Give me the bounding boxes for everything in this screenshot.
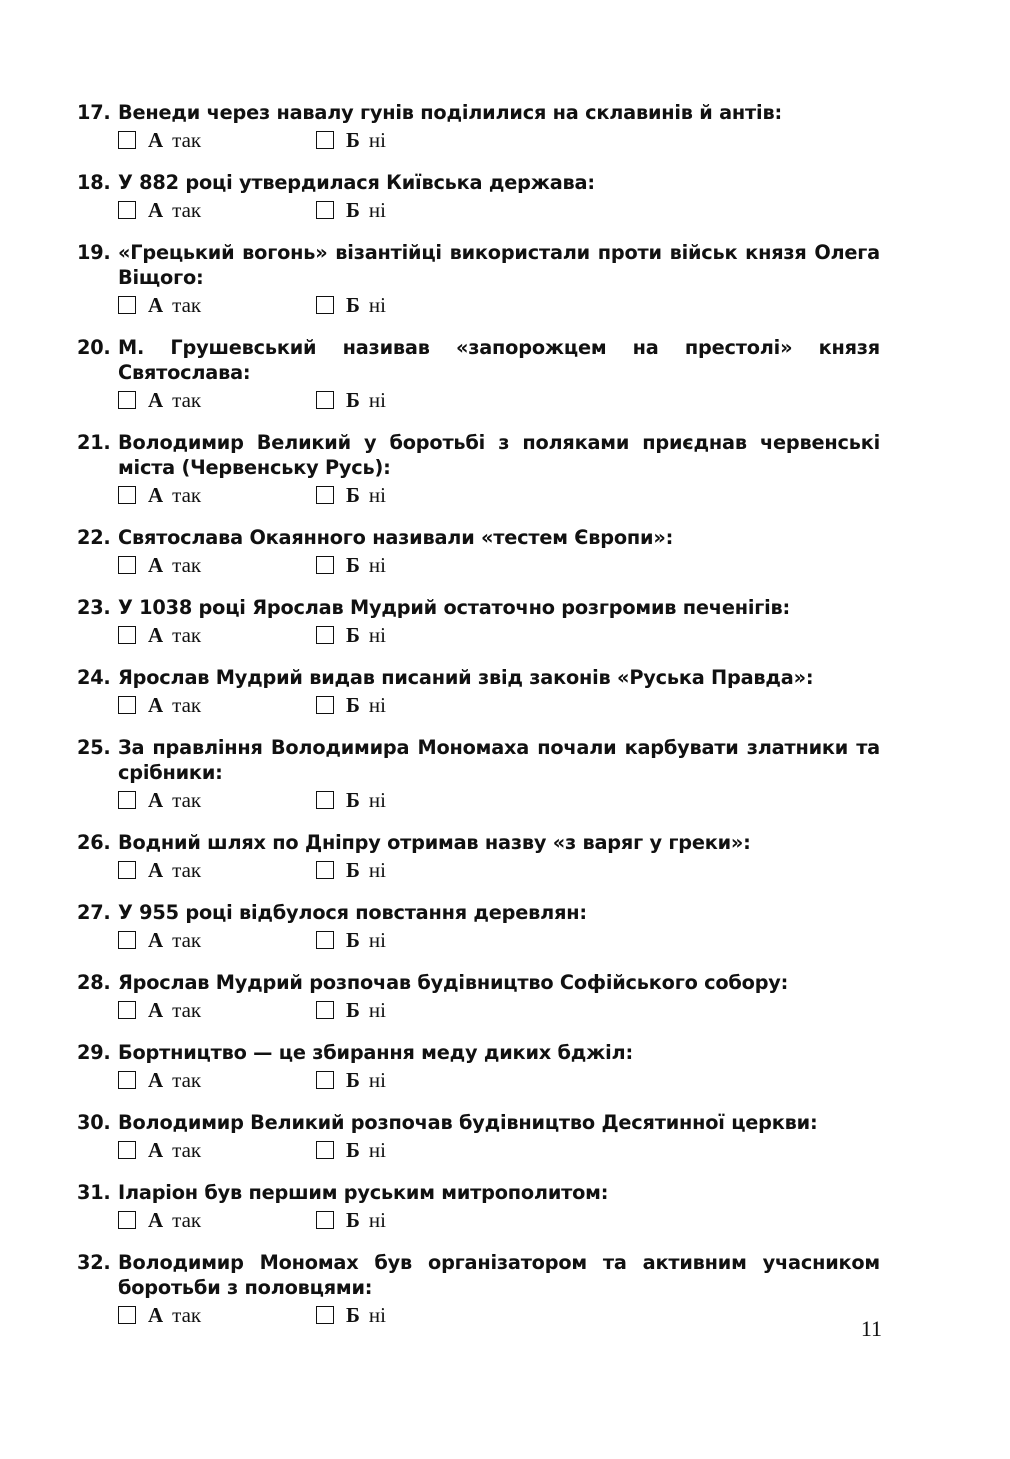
question-item xyxy=(77,900,880,953)
checkbox-a[interactable] xyxy=(118,1211,136,1229)
checkbox-b[interactable] xyxy=(316,391,334,409)
option-a-letter: А xyxy=(148,1302,164,1327)
answer-options xyxy=(118,292,880,318)
checkbox-a[interactable] xyxy=(118,626,136,644)
option-b-letter: Б xyxy=(346,857,360,882)
question-item xyxy=(77,430,880,508)
question-item xyxy=(77,1180,880,1233)
question-text: За правління Володимира Мономаха почали карбувати златники та срібники: xyxy=(118,736,880,784)
option-b-label: ні xyxy=(368,857,386,882)
option-b-letter: Б xyxy=(346,1302,360,1327)
checkbox-a[interactable] xyxy=(118,201,136,219)
option-b-label: ні xyxy=(368,482,386,507)
option-b[interactable] xyxy=(316,1138,386,1163)
checkbox-a[interactable] xyxy=(118,556,136,574)
question-number: 23. xyxy=(77,596,111,619)
checkbox-b[interactable] xyxy=(316,1306,334,1324)
option-a[interactable] xyxy=(118,788,316,813)
checkbox-b[interactable] xyxy=(316,1071,334,1089)
option-a-letter: А xyxy=(148,1137,164,1162)
question-text: Володимир Великий у боротьбі з поляками приєднав червенські міста (Червенську Русь): xyxy=(118,431,880,479)
option-a-letter: А xyxy=(148,197,164,222)
option-b-letter: Б xyxy=(346,197,360,222)
question-number: 25. xyxy=(77,736,111,759)
checkbox-a[interactable] xyxy=(118,1001,136,1019)
answer-options xyxy=(118,1137,880,1163)
option-b-label: ні xyxy=(368,1137,386,1162)
option-a[interactable] xyxy=(118,388,316,413)
question-item xyxy=(77,335,880,413)
option-b[interactable] xyxy=(316,928,386,953)
option-a-letter: А xyxy=(148,552,164,577)
option-b[interactable] xyxy=(316,128,386,153)
answer-options xyxy=(118,1207,880,1233)
option-b-letter: Б xyxy=(346,552,360,577)
question-item xyxy=(77,830,880,883)
question-text: Бортництво — це збирання меду диких бджіл: xyxy=(118,1041,633,1064)
question-item xyxy=(77,240,880,318)
option-a[interactable] xyxy=(118,1068,316,1093)
question-number: 20. xyxy=(77,336,111,359)
option-a-label: так xyxy=(172,927,202,952)
answer-options xyxy=(118,622,880,648)
option-a-label: так xyxy=(172,997,202,1022)
option-b-label: ні xyxy=(368,552,386,577)
question-number: 18. xyxy=(77,171,111,194)
option-a-label: так xyxy=(172,482,202,507)
option-a-letter: А xyxy=(148,292,164,317)
option-a-label: так xyxy=(172,127,202,152)
checkbox-b[interactable] xyxy=(316,791,334,809)
checkbox-b[interactable] xyxy=(316,131,334,149)
option-b[interactable] xyxy=(316,998,386,1023)
option-b-label: ні xyxy=(368,127,386,152)
option-b-letter: Б xyxy=(346,1207,360,1232)
checkbox-a[interactable] xyxy=(118,486,136,504)
question-text: У 955 році відбулося повстання деревлян: xyxy=(118,901,587,924)
answer-options xyxy=(118,552,880,578)
checkbox-b[interactable] xyxy=(316,486,334,504)
checkbox-b[interactable] xyxy=(316,1211,334,1229)
question-list xyxy=(77,100,880,1345)
option-b[interactable] xyxy=(316,198,386,223)
checkbox-a[interactable] xyxy=(118,1141,136,1159)
option-b-letter: Б xyxy=(346,622,360,647)
option-b-letter: Б xyxy=(346,692,360,717)
answer-options xyxy=(118,927,880,953)
option-a-letter: А xyxy=(148,622,164,647)
answer-options xyxy=(118,387,880,413)
option-b[interactable] xyxy=(316,293,386,318)
option-b-label: ні xyxy=(368,787,386,812)
checkbox-b[interactable] xyxy=(316,696,334,714)
option-b-letter: Б xyxy=(346,997,360,1022)
question-number: 30. xyxy=(77,1111,111,1134)
option-a-letter: А xyxy=(148,1067,164,1092)
option-a[interactable] xyxy=(118,553,316,578)
option-b-letter: Б xyxy=(346,387,360,412)
question-text: Венеди через навалу гунів поділилися на склавинів й антів: xyxy=(118,101,782,124)
option-b[interactable] xyxy=(316,553,386,578)
checkbox-b[interactable] xyxy=(316,201,334,219)
answer-options xyxy=(118,857,880,883)
question-text: Святослава Окаянного називали «тестем Європи»: xyxy=(118,526,674,549)
question-number: 28. xyxy=(77,971,111,994)
option-b[interactable] xyxy=(316,623,386,648)
checkbox-a[interactable] xyxy=(118,1071,136,1089)
question-text: М. Грушевський називав «запорожцем на престолі» князя Святослава: xyxy=(118,336,880,384)
option-a-label: так xyxy=(172,1137,202,1162)
option-b[interactable] xyxy=(316,1208,386,1233)
option-b-letter: Б xyxy=(346,292,360,317)
option-a-label: так xyxy=(172,787,202,812)
option-a-label: так xyxy=(172,292,202,317)
question-item xyxy=(77,595,880,648)
checkbox-a[interactable] xyxy=(118,1306,136,1324)
option-b-label: ні xyxy=(368,622,386,647)
option-b-letter: Б xyxy=(346,787,360,812)
question-item xyxy=(77,1040,880,1093)
option-b[interactable] xyxy=(316,788,386,813)
answer-options xyxy=(118,997,880,1023)
question-number: 31. xyxy=(77,1181,111,1204)
question-item xyxy=(77,1110,880,1163)
option-a[interactable] xyxy=(118,1303,316,1328)
question-text: Ярослав Мудрий видав писаний звід законів «Руська Правда»: xyxy=(118,666,814,689)
option-b-label: ні xyxy=(368,1067,386,1092)
option-a-label: так xyxy=(172,1067,202,1092)
option-b[interactable] xyxy=(316,1068,386,1093)
option-a[interactable] xyxy=(118,623,316,648)
option-a-letter: А xyxy=(148,997,164,1022)
option-a-label: так xyxy=(172,692,202,717)
page-number: 11 xyxy=(860,1316,882,1341)
option-b-label: ні xyxy=(368,292,386,317)
question-text: Водний шлях по Дніпру отримав назву «з варяг у греки»: xyxy=(118,831,751,854)
checkbox-a[interactable] xyxy=(118,131,136,149)
option-b-label: ні xyxy=(368,1302,386,1327)
option-b-label: ні xyxy=(368,387,386,412)
question-text: Ярослав Мудрий розпочав будівництво Софійського собору: xyxy=(118,971,789,994)
option-a-letter: А xyxy=(148,927,164,952)
option-a-label: так xyxy=(172,857,202,882)
option-a-letter: А xyxy=(148,387,164,412)
option-a[interactable] xyxy=(118,998,316,1023)
option-a-letter: А xyxy=(148,787,164,812)
option-a[interactable] xyxy=(118,858,316,883)
option-b-label: ні xyxy=(368,927,386,952)
option-a-letter: А xyxy=(148,482,164,507)
question-number: 32. xyxy=(77,1251,111,1274)
checkbox-b[interactable] xyxy=(316,1141,334,1159)
option-b[interactable] xyxy=(316,693,386,718)
option-b-letter: Б xyxy=(346,127,360,152)
question-item xyxy=(77,735,880,813)
option-b-label: ні xyxy=(368,197,386,222)
checkbox-b[interactable] xyxy=(316,626,334,644)
option-a[interactable] xyxy=(118,198,316,223)
option-a-label: так xyxy=(172,197,202,222)
question-text: У 882 році утвердилася Київська держава: xyxy=(118,171,595,194)
option-a[interactable] xyxy=(118,293,316,318)
question-item xyxy=(77,100,880,153)
question-number: 29. xyxy=(77,1041,111,1064)
option-a[interactable] xyxy=(118,928,316,953)
option-b-letter: Б xyxy=(346,1137,360,1162)
option-b[interactable] xyxy=(316,1303,386,1328)
question-text: У 1038 році Ярослав Мудрий остаточно розгромив печенігів: xyxy=(118,596,791,619)
option-a-label: так xyxy=(172,622,202,647)
question-number: 19. xyxy=(77,241,111,264)
question-item xyxy=(77,970,880,1023)
question-number: 27. xyxy=(77,901,111,924)
checkbox-a[interactable] xyxy=(118,931,136,949)
answer-options xyxy=(118,197,880,223)
option-b[interactable] xyxy=(316,483,386,508)
question-number: 24. xyxy=(77,666,111,689)
checkbox-b[interactable] xyxy=(316,296,334,314)
question-item xyxy=(77,1250,880,1328)
option-a-letter: А xyxy=(148,1207,164,1232)
question-text: Володимир Мономах був організатором та активним учасником боротьби з половцями: xyxy=(118,1251,880,1299)
checkbox-a[interactable] xyxy=(118,296,136,314)
question-number: 22. xyxy=(77,526,111,549)
checkbox-b[interactable] xyxy=(316,861,334,879)
option-a-label: так xyxy=(172,387,202,412)
option-a[interactable] xyxy=(118,693,316,718)
option-a-label: так xyxy=(172,1302,202,1327)
answer-options xyxy=(118,482,880,508)
option-b[interactable] xyxy=(316,858,386,883)
answer-options xyxy=(118,127,880,153)
answer-options xyxy=(118,1067,880,1093)
option-a[interactable] xyxy=(118,483,316,508)
option-a-label: так xyxy=(172,1207,202,1232)
option-a[interactable] xyxy=(118,1208,316,1233)
checkbox-a[interactable] xyxy=(118,861,136,879)
option-a[interactable] xyxy=(118,1138,316,1163)
checkbox-b[interactable] xyxy=(316,931,334,949)
option-a[interactable] xyxy=(118,128,316,153)
option-b-letter: Б xyxy=(346,927,360,952)
question-text: «Грецький вогонь» візантійці використали проти військ князя Олега Віщого: xyxy=(118,241,880,289)
answer-options xyxy=(118,1302,880,1328)
question-text: Іларіон був першим руським митрополитом: xyxy=(118,1181,609,1204)
question-item xyxy=(77,665,880,718)
checkbox-b[interactable] xyxy=(316,556,334,574)
checkbox-a[interactable] xyxy=(118,696,136,714)
answer-options xyxy=(118,787,880,813)
option-a-letter: А xyxy=(148,857,164,882)
option-a-letter: А xyxy=(148,692,164,717)
question-number: 17. xyxy=(77,101,111,124)
option-a-letter: А xyxy=(148,127,164,152)
checkbox-b[interactable] xyxy=(316,1001,334,1019)
question-item xyxy=(77,170,880,223)
question-item xyxy=(77,525,880,578)
option-b-letter: Б xyxy=(346,1067,360,1092)
checkbox-a[interactable] xyxy=(118,391,136,409)
option-b-label: ні xyxy=(368,1207,386,1232)
question-number: 26. xyxy=(77,831,111,854)
option-b-label: ні xyxy=(368,997,386,1022)
option-b[interactable] xyxy=(316,388,386,413)
question-text: Володимир Великий розпочав будівництво Десятинної церкви: xyxy=(118,1111,818,1134)
option-b-letter: Б xyxy=(346,482,360,507)
checkbox-a[interactable] xyxy=(118,791,136,809)
answer-options xyxy=(118,692,880,718)
option-a-label: так xyxy=(172,552,202,577)
option-b-label: ні xyxy=(368,692,386,717)
question-number: 21. xyxy=(77,431,111,454)
